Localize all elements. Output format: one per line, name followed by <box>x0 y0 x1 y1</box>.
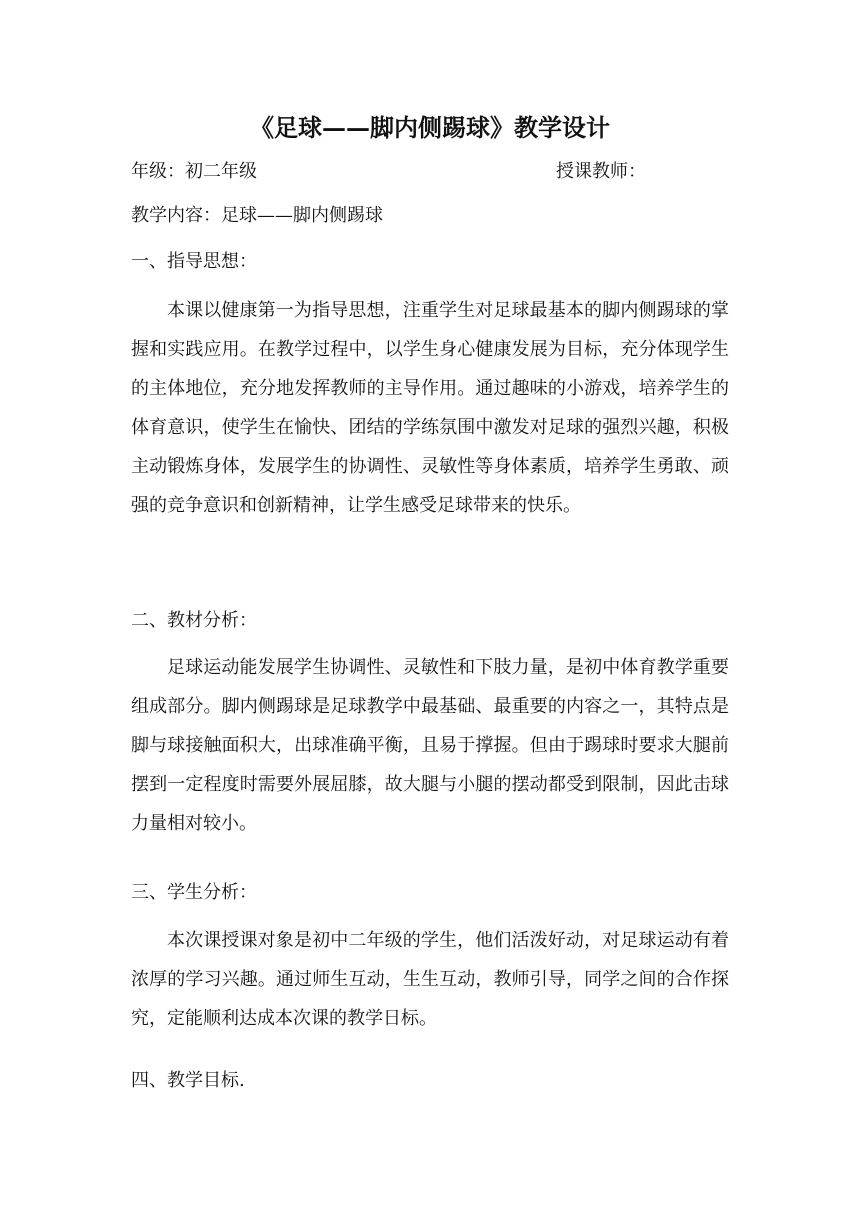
content-line: 教学内容：足球——脚内侧踢球 <box>131 205 383 226</box>
section3-body: 本次课授课对象是初中二年级的学生，他们活泼好动，对足球运动有着浓厚的学习兴趣。通过师生互动，生生互动，教师引导，同学之间的合作探究，定能顺利达成本次课的教学日标。 <box>131 930 729 1029</box>
section2-body: 足球运动能发展学生协调性、灵敏性和下肢力量，是初中体育教学重要组成部分。脚内侧踢球是足球教学中最基础、最重要的内容之一，其特点是脚与球接触面积大，出球准确平衡，且易于撑握。但由于踢球时要求大腿前摆到一定程度时需要外展屈膝，故大腿与小腿的摆动都受到限制，因此击球力量相对较小。 <box>131 657 729 834</box>
section1-heading: 一、指导思想： <box>131 251 257 272</box>
section4-heading: 四、教学目标. <box>131 1070 245 1091</box>
document-title: 《足球——脚内侧踢球》教学设计 <box>250 113 610 142</box>
grade-line: 年级：初二年级 <box>131 161 257 182</box>
section2-heading: 二、教材分析： <box>131 610 257 631</box>
section3-heading: 三、学生分析： <box>131 882 257 903</box>
section1-body: 本课以健康第一为指导思想，注重学生对足球最基本的脚内侧踢球的掌握和实践应用。在教学过程中，以学生身心健康发展为目标，充分体现学生的主体地位，充分地发挥教师的主导作用。通过趣味的小游戏，培养学生的体育意识，使学生在愉快、团结的学练氛围中激发对足球的强烈兴趣，积极主动锻炼身体，发展学生的协调性、灵敏性等身体素质，培养学生勇敢、顽强的竞争意识和创新精神，让学生感受足球带来的快乐。 <box>131 300 729 516</box>
teacher-line: 授课教师： <box>556 161 646 182</box>
